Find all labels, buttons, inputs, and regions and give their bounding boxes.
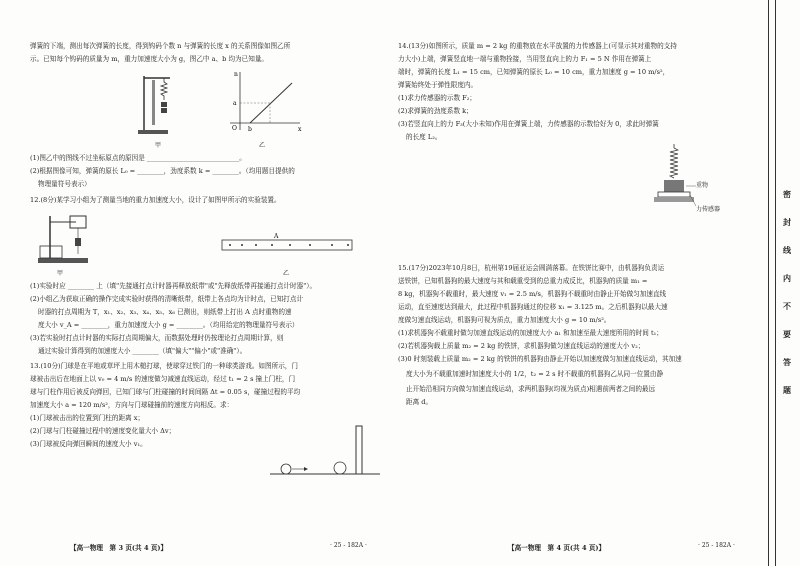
q15-part3-line1: (3)0 时刻装载上质量 m₂ = 2 kg 的铁饼的机器狗由静止开始以加速度做匀加速直线运动，其加速 bbox=[398, 355, 682, 363]
seal-char: 题 bbox=[783, 385, 791, 395]
q13-part2: (2)门球与门柱碰撞过程中的速度变化量大小 Δv； bbox=[30, 427, 176, 435]
q15-line3: 8 kg，机器狗不载重时，最大速度 v₁ = 2.5 m/s，机器狗不载重时由静止开始做匀加速直线 bbox=[398, 290, 667, 298]
q11-figure bbox=[130, 68, 310, 140]
graph-origin-label: O bbox=[232, 125, 237, 132]
q11-fig-yi-caption: 乙 bbox=[258, 142, 265, 149]
q15-part2: (2)若机器狗载上质量 m₂ = 2 kg 的铁饼，求机器狗做匀速直线运动的速度大小 v₂； bbox=[398, 342, 645, 350]
q11-intro-line1: 弹簧的下端，测出每次弹簧的长度，得到钩码个数 n 与弹簧的长度 x 的关系图像如图乙所 bbox=[30, 42, 291, 50]
q11-part2: (2)根据图像可知，弹簧的原长 L₀ = ________，劲度系数 k = ________。（均用题目提供的 bbox=[30, 167, 295, 175]
q14-part3-line1: (3)若竖直向上的力 F₃(大小未知)作用在弹簧上端，力传感器的示数恰好为 0，求此时弹簧 bbox=[398, 120, 659, 128]
right-footer-code: · 25 - 182A · bbox=[698, 542, 735, 549]
q12-part2-line3: 度大小 v_A = ________，重力加速度大小 g = ________。（均用给定的物理量符号表示） bbox=[38, 321, 299, 329]
q14-part1: (1)求力传感器的示数 F₂； bbox=[398, 94, 476, 102]
q14-sensor-label: 力传感器 bbox=[696, 206, 721, 213]
q12-part2-line1: (2)小组乙为获取正确的操作完成实验时获得的清晰纸带，纸带上各点均为计时点，已知打点计 bbox=[30, 295, 304, 303]
graph-b-label: b bbox=[248, 126, 252, 133]
q15-part3-line4: 距离 d。 bbox=[406, 398, 433, 406]
q11-intro-line2: 示。已知每个钩码的质量为 m，重力加速度大小为 g，图乙中 a、b 均为已知量。 bbox=[30, 55, 269, 63]
q12-part2-line2: 时器的打点周期为 T，x₁、x₂、x₃、x₄、x₅、x₆ 已测出，则纸带上打出 A 点时重物的速 bbox=[38, 308, 292, 316]
seal-char: 答 bbox=[783, 357, 791, 367]
q15-part1: (1)求机器狗不载重时做匀加速直线运动的加速度大小 a₁ 和加速至最大速度所用的时间 t₁； bbox=[398, 329, 663, 337]
q13-line3: 球与门柱作用后被反向弹回，已知门球与门柱碰撞的时间间隔 Δt = 0.05 s，碰撞过程的平均 bbox=[30, 388, 301, 396]
q13-figure bbox=[270, 424, 380, 480]
q15-heading: 15.(17分)2023年10月8日，杭州第19届亚运会圆满落幕。在铁饼比赛中，由机器狗负责运 bbox=[398, 264, 665, 272]
seal-char: 不 bbox=[783, 301, 791, 311]
q12-part3-line2: 通过实验计算得到的加速度大小 ________（填"偏大""偏小"或"准确"）。 bbox=[38, 347, 247, 355]
q13-heading: 13.(10分)门球是在平地或草坪上用木槌打球，使球穿过铁门的一种球类游戏。如图所示，门 bbox=[30, 362, 298, 370]
graph-x-label: x bbox=[298, 126, 302, 133]
q15-line5: 度做匀速直线运动，机器狗可视为质点，重力加速度大小 g = 10 m/s²。 bbox=[398, 316, 611, 324]
q12-part3-line1: (3)若实验时打点计时器的实际打点周期偏大，而数据处理时仍按理论打点周期计算，则 bbox=[30, 334, 284, 342]
left-footer: 【高一物理 第 3 页(共 4 页)】 bbox=[70, 544, 168, 552]
q15-part3-line3: 止开始沿相同方向做匀加速直线运动，求两机器狗(均视为质点)相遇前两者之间的最远 bbox=[406, 385, 656, 393]
seal-char: 密 bbox=[783, 189, 791, 199]
q14-line4: 弹簧始终处于弹性限度内。 bbox=[398, 81, 478, 89]
q11-fig-jia-caption: 甲 bbox=[154, 142, 161, 149]
q12-figure bbox=[32, 208, 372, 274]
seal-char: 要 bbox=[783, 329, 791, 339]
q14-part3-line2: 的长度 L₂。 bbox=[406, 133, 442, 141]
margin-line-inner bbox=[775, 0, 776, 566]
q15-line2: 送铁饼，已知机器狗的最大速度与其和载重受到的总重力成反比，机器狗的质量 m₁ = bbox=[398, 277, 648, 285]
q12-fig-jia-caption: 甲 bbox=[56, 270, 63, 277]
margin-line bbox=[768, 0, 769, 566]
left-page bbox=[30, 0, 382, 566]
q15-line4: 运动，直至速度达到最大，此过程中机器狗通过的位移 x₁ = 3.125 m。之后机器狗以最大速 bbox=[398, 303, 668, 311]
q11-part1: (1)图乙中的图线不过坐标原点的原因是 ____________________________。 bbox=[30, 154, 246, 162]
tape-point-a: A bbox=[274, 233, 279, 240]
seal-char: 内 bbox=[783, 273, 791, 283]
graph-a-label: a bbox=[233, 100, 237, 107]
right-page bbox=[398, 0, 750, 566]
seal-char: 封 bbox=[783, 217, 791, 227]
q12-part1: (1)实验时应 ________ 上（填"先接通打点计时器再释放纸带"或"先释放纸带再接通打点计时器"）。 bbox=[30, 282, 317, 290]
left-footer-code: · 25 - 182A · bbox=[330, 542, 367, 549]
seal-line-notice bbox=[780, 180, 794, 404]
q12-heading: 12.(8分)某学习小组为了测量当地的重力加速度大小，设计了如图甲所示的实验装置。 bbox=[30, 196, 281, 204]
q13-part1: (1)门球被击出的位置到门柱的距离 x； bbox=[30, 414, 145, 422]
q14-weight-label: 重物 bbox=[696, 182, 709, 189]
q13-line2: 球被击出后在地面上以 v₀ = 4 m/s 的速度做匀减速直线运动，经过 t₁ = 2 s 撞上门柱，门 bbox=[30, 375, 296, 383]
q13-part3: (3)门球被反向弹回瞬间的速度大小 v₁。 bbox=[30, 440, 147, 448]
q14-line3: 端时，弹簧的长度 L₁ = 15 cm，已知弹簧的原长 L₀ = 10 cm，重力加速度 g = 10 m/s²， bbox=[398, 68, 670, 76]
q14-heading: 14.(13分)如图所示，质量 m = 2 kg 的重物放在水平放置的力传感器上(可显示其对重物的支持 bbox=[398, 42, 677, 50]
q14-line2: 力大小)上端，弹簧竖直地一端与重物拴接，当用竖直向上的力 F₁ = 5 N 作用在弹簧上 bbox=[398, 55, 652, 63]
q11-part2-cont: 物理量符号表示） bbox=[38, 180, 91, 188]
graph-n-label: n bbox=[234, 71, 238, 78]
q14-part2: (2)求弹簧的劲度系数 k； bbox=[398, 107, 473, 115]
q15-part3-line2: 度大小为不载重加速时加速度大小的 1/2，t₂ = 2 s 时不载重的机器狗乙从同一位置由静 bbox=[406, 370, 664, 378]
right-footer: 【高一物理 第 4 页(共 4 页)】 bbox=[508, 544, 606, 552]
seal-char: 线 bbox=[783, 245, 791, 255]
q12-fig-yi-caption: 乙 bbox=[282, 270, 289, 277]
q13-line4: 加速度大小 a = 120 m/s²，方向与门球碰撞前的速度方向相反。求： bbox=[30, 401, 234, 409]
